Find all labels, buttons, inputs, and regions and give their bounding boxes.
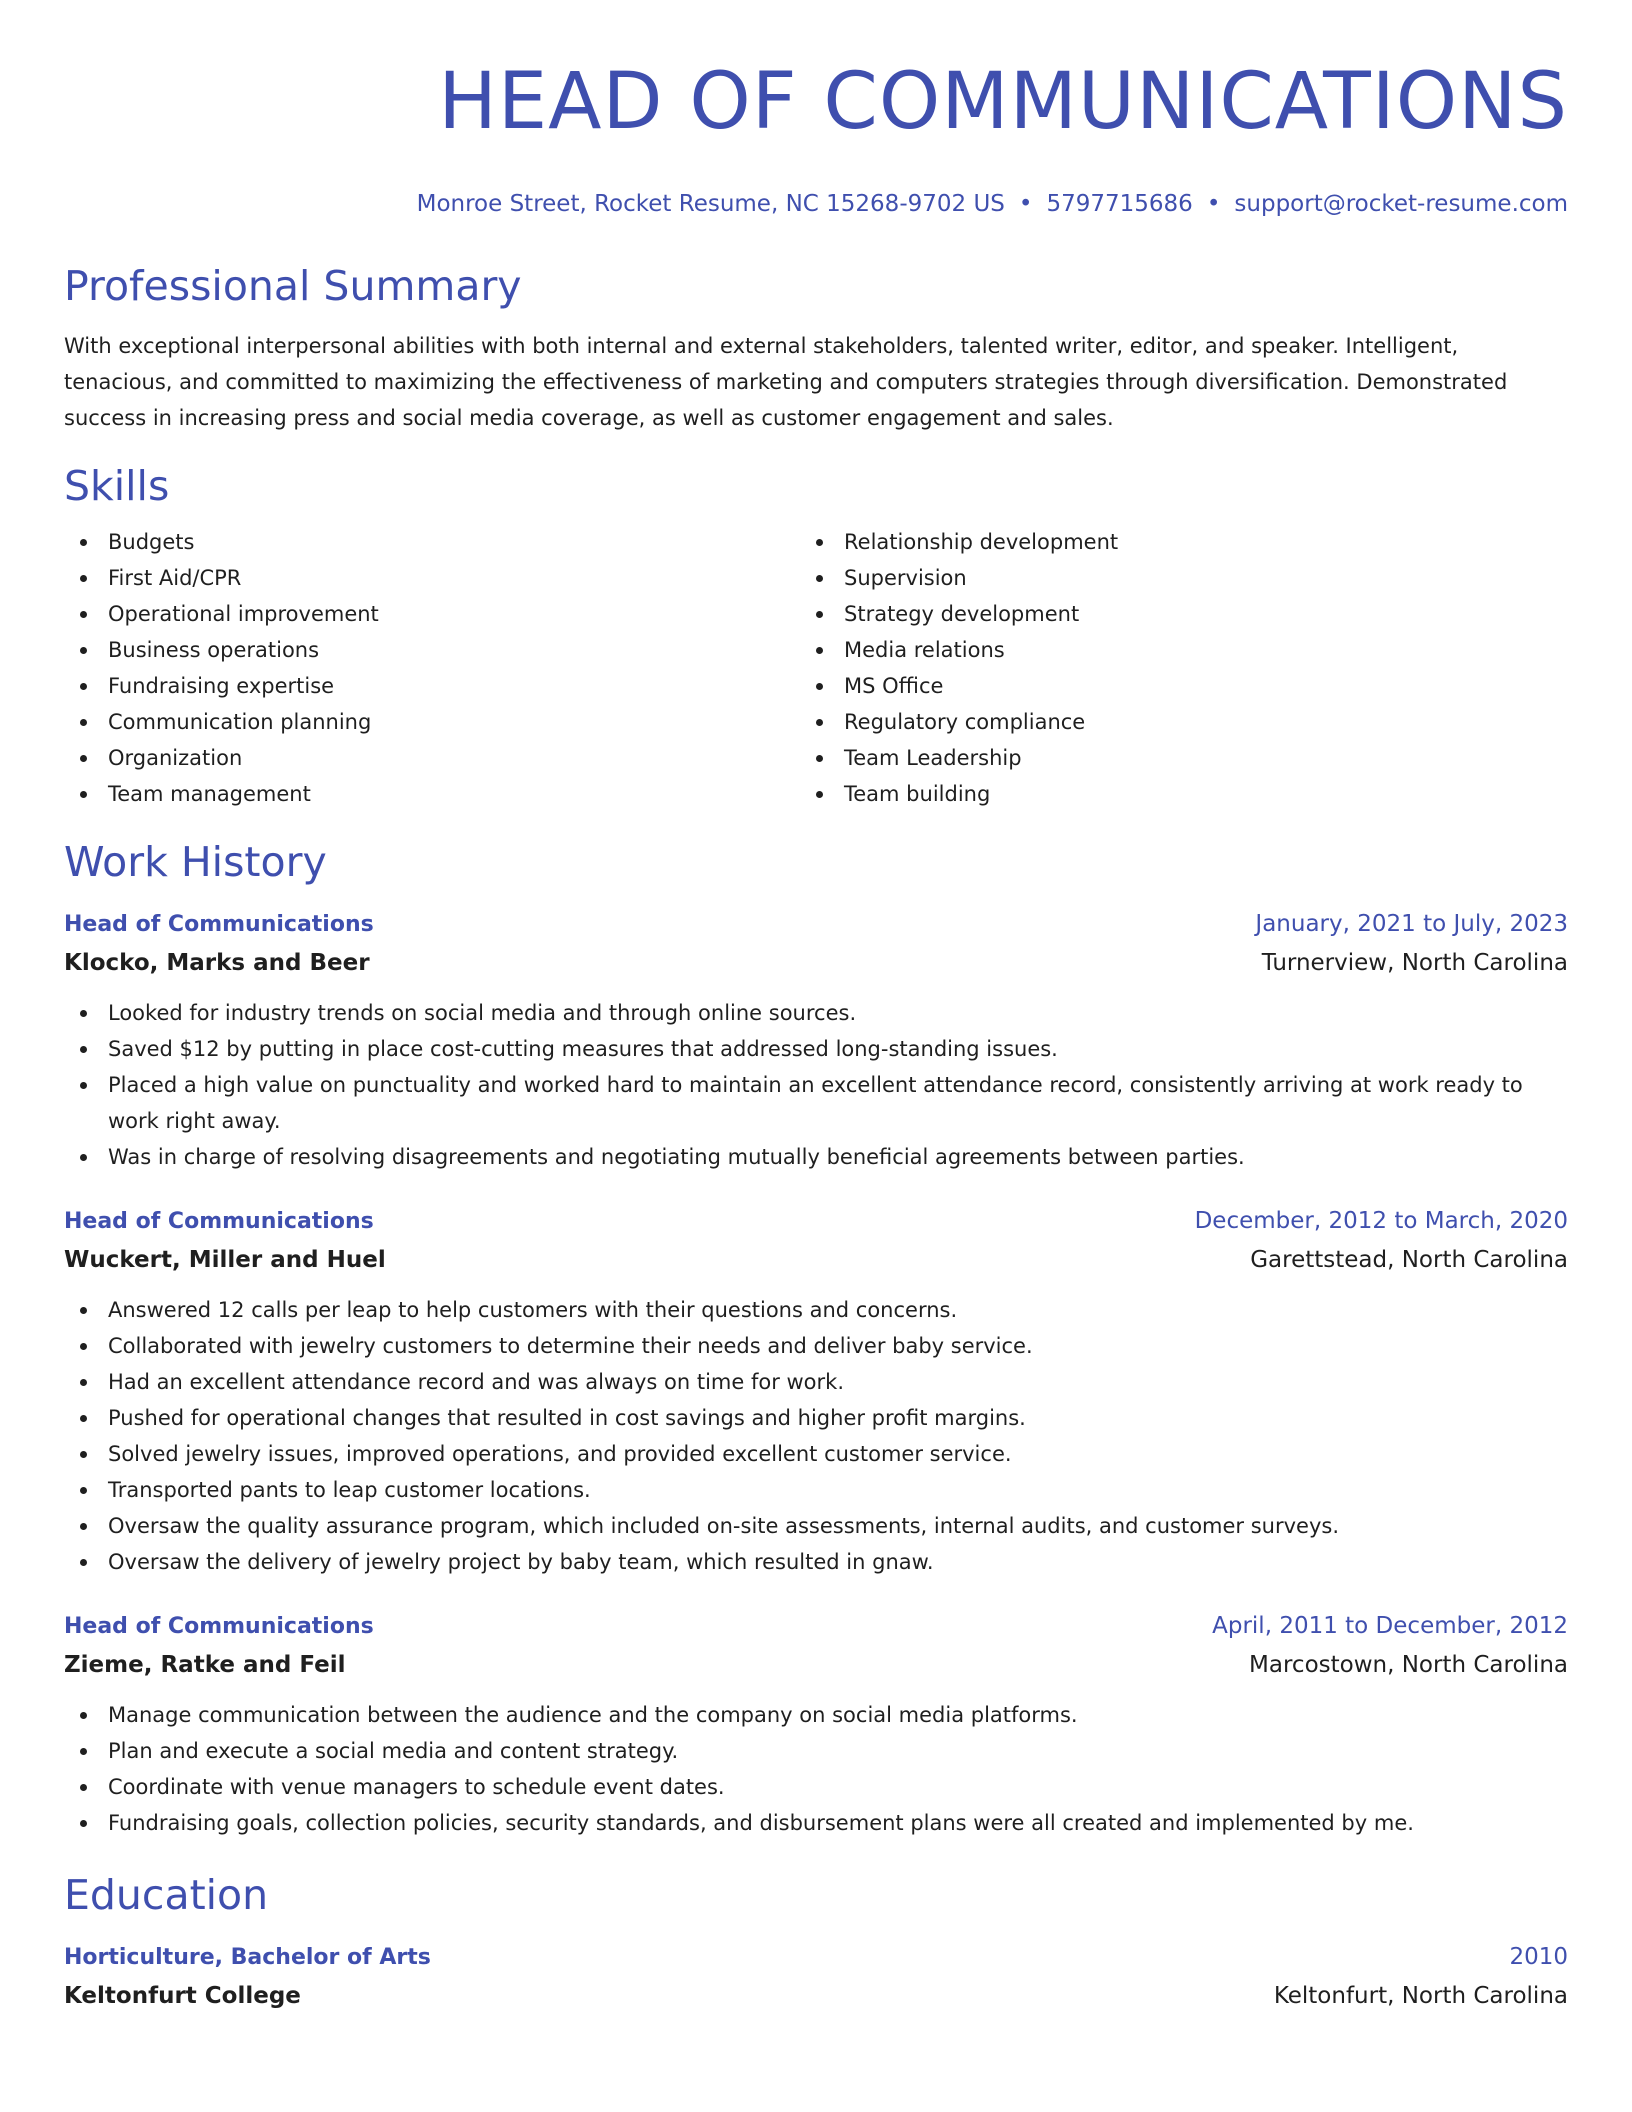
job-dates: December, 2012 to March, 2020 [1194, 1208, 1568, 1234]
job-bullet: Manage communication between the audience and the company on social media platforms. [64, 1697, 1568, 1733]
job-company-row [64, 1240, 1568, 1280]
summary-text: With exceptional interpersonal abilities with both internal and external stakeholders, talented writer, editor, and speaker. Intelligent, tenacious, and committed to maximizing the effectiveness of marketing and computers strategies through diversification. Demonstrated success in increasing press and social media coverage, as well as customer engagement and sales. [64, 334, 1508, 430]
skill-item: Regulatory compliance [800, 704, 1536, 740]
skill-item: MS Office [800, 668, 1536, 704]
job-company: Zieme, Ratke and Feil [64, 1652, 346, 1678]
job-title: Head of Communications [64, 1614, 374, 1639]
skill-item: Supervision [800, 560, 1536, 596]
education-header-row [64, 1939, 1568, 1976]
job-bullet: Placed a high value on punctuality and worked hard to maintain an excellent attendance record, consistently arriving at work ready to work right away. [64, 1067, 1568, 1139]
job-company-row [64, 943, 1568, 983]
job-entry [64, 1608, 1568, 1841]
resume-header [64, 0, 1568, 220]
skills-left-column [64, 524, 800, 812]
work-history-heading: Work History [64, 838, 327, 886]
job-bullets [64, 995, 1568, 1175]
job-bullet: Fundraising goals, collection policies, security standards, and disbursement plans were all created and implemented by me. [64, 1805, 1568, 1841]
job-bullet: Had an excellent attendance record and was always on time for work. [64, 1364, 1568, 1400]
skill-item: Team Leadership [800, 740, 1536, 776]
education-school: Keltonfurt College [64, 1983, 301, 2009]
job-location: Turnerview, North Carolina [1261, 950, 1568, 976]
resume-name: HEAD OF COMMUNICATIONS [438, 57, 1568, 147]
job-bullet: Solved jewelry issues, improved operations, and provided excellent customer service. [64, 1436, 1568, 1472]
contact-separator: • [1018, 191, 1033, 217]
summary-heading: Professional Summary [64, 262, 522, 310]
summary-section [64, 260, 1568, 436]
skills-right-column [800, 524, 1536, 812]
job-bullet: Oversaw the quality assurance program, which included on-site assessments, internal audits, and customer surveys. [64, 1508, 1568, 1544]
job-entry [64, 906, 1568, 1175]
education-location: Keltonfurt, North Carolina [1273, 1983, 1568, 2009]
job-dates: April, 2011 to December, 2012 [1212, 1613, 1568, 1639]
contact-email[interactable]: support@rocket-resume.com [1234, 191, 1568, 217]
job-bullet: Transported pants to leap customer locations. [64, 1472, 1568, 1508]
education-heading: Education [64, 1871, 269, 1919]
job-bullet: Coordinate with venue managers to schedule event dates. [64, 1769, 1568, 1805]
skill-item: Media relations [800, 632, 1536, 668]
contact-separator: • [1206, 191, 1221, 217]
job-bullet: Collaborated with jewelry customers to determine their needs and deliver baby service. [64, 1328, 1568, 1364]
job-title: Head of Communications [64, 1209, 374, 1234]
job-company: Klocko, Marks and Beer [64, 950, 370, 976]
work-history-section [64, 836, 1568, 1841]
skills-columns [64, 524, 1568, 812]
skill-item: Organization [64, 740, 800, 776]
contact-address: Monroe Street, Rocket Resume, NC 15268-9702 US [416, 191, 1005, 217]
education-school-row [64, 1976, 1568, 2016]
skill-item: Operational improvement [64, 596, 800, 632]
job-bullet: Looked for industry trends on social media and through online sources. [64, 995, 1568, 1031]
job-dates: January, 2021 to July, 2023 [1255, 911, 1568, 937]
job-bullet: Saved $12 by putting in place cost-cutting measures that addressed long-standing issues. [64, 1031, 1568, 1067]
skill-item: First Aid/CPR [64, 560, 800, 596]
contact-phone: 5797715686 [1046, 191, 1193, 217]
job-entry [64, 1203, 1568, 1580]
job-bullets [64, 1697, 1568, 1841]
job-header-row [64, 1203, 1568, 1240]
job-bullet: Plan and execute a social media and content strategy. [64, 1733, 1568, 1769]
job-location: Garettstead, North Carolina [1250, 1247, 1568, 1273]
job-header-row [64, 1608, 1568, 1645]
education-degree: Horticulture, Bachelor of Arts [64, 1945, 431, 1970]
job-company: Wuckert, Miller and Huel [64, 1247, 386, 1273]
skill-item: Fundraising expertise [64, 668, 800, 704]
skill-item: Communication planning [64, 704, 800, 740]
job-location: Marcostown, North Carolina [1249, 1652, 1568, 1678]
contact-line [64, 188, 1568, 220]
skill-item: Strategy development [800, 596, 1536, 632]
skills-section [64, 460, 1568, 812]
skills-heading: Skills [64, 462, 170, 510]
skill-item: Relationship development [800, 524, 1536, 560]
job-header-row [64, 906, 1568, 943]
job-bullets [64, 1292, 1568, 1580]
education-section [64, 1869, 1568, 2016]
job-bullet: Was in charge of resolving disagreements and negotiating mutually beneficial agreements between parties. [64, 1139, 1568, 1175]
education-entry [64, 1939, 1568, 2016]
skill-item: Team building [800, 776, 1536, 812]
education-year: 2010 [1509, 1944, 1568, 1970]
job-bullet: Oversaw the delivery of jewelry project by baby team, which resulted in gnaw. [64, 1544, 1568, 1580]
job-title: Head of Communications [64, 912, 374, 937]
job-bullet: Answered 12 calls per leap to help customers with their questions and concerns. [64, 1292, 1568, 1328]
skill-item: Team management [64, 776, 800, 812]
job-bullet: Pushed for operational changes that resulted in cost savings and higher profit margins. [64, 1400, 1568, 1436]
skill-item: Business operations [64, 632, 800, 668]
job-company-row [64, 1645, 1568, 1685]
skill-item: Budgets [64, 524, 800, 560]
